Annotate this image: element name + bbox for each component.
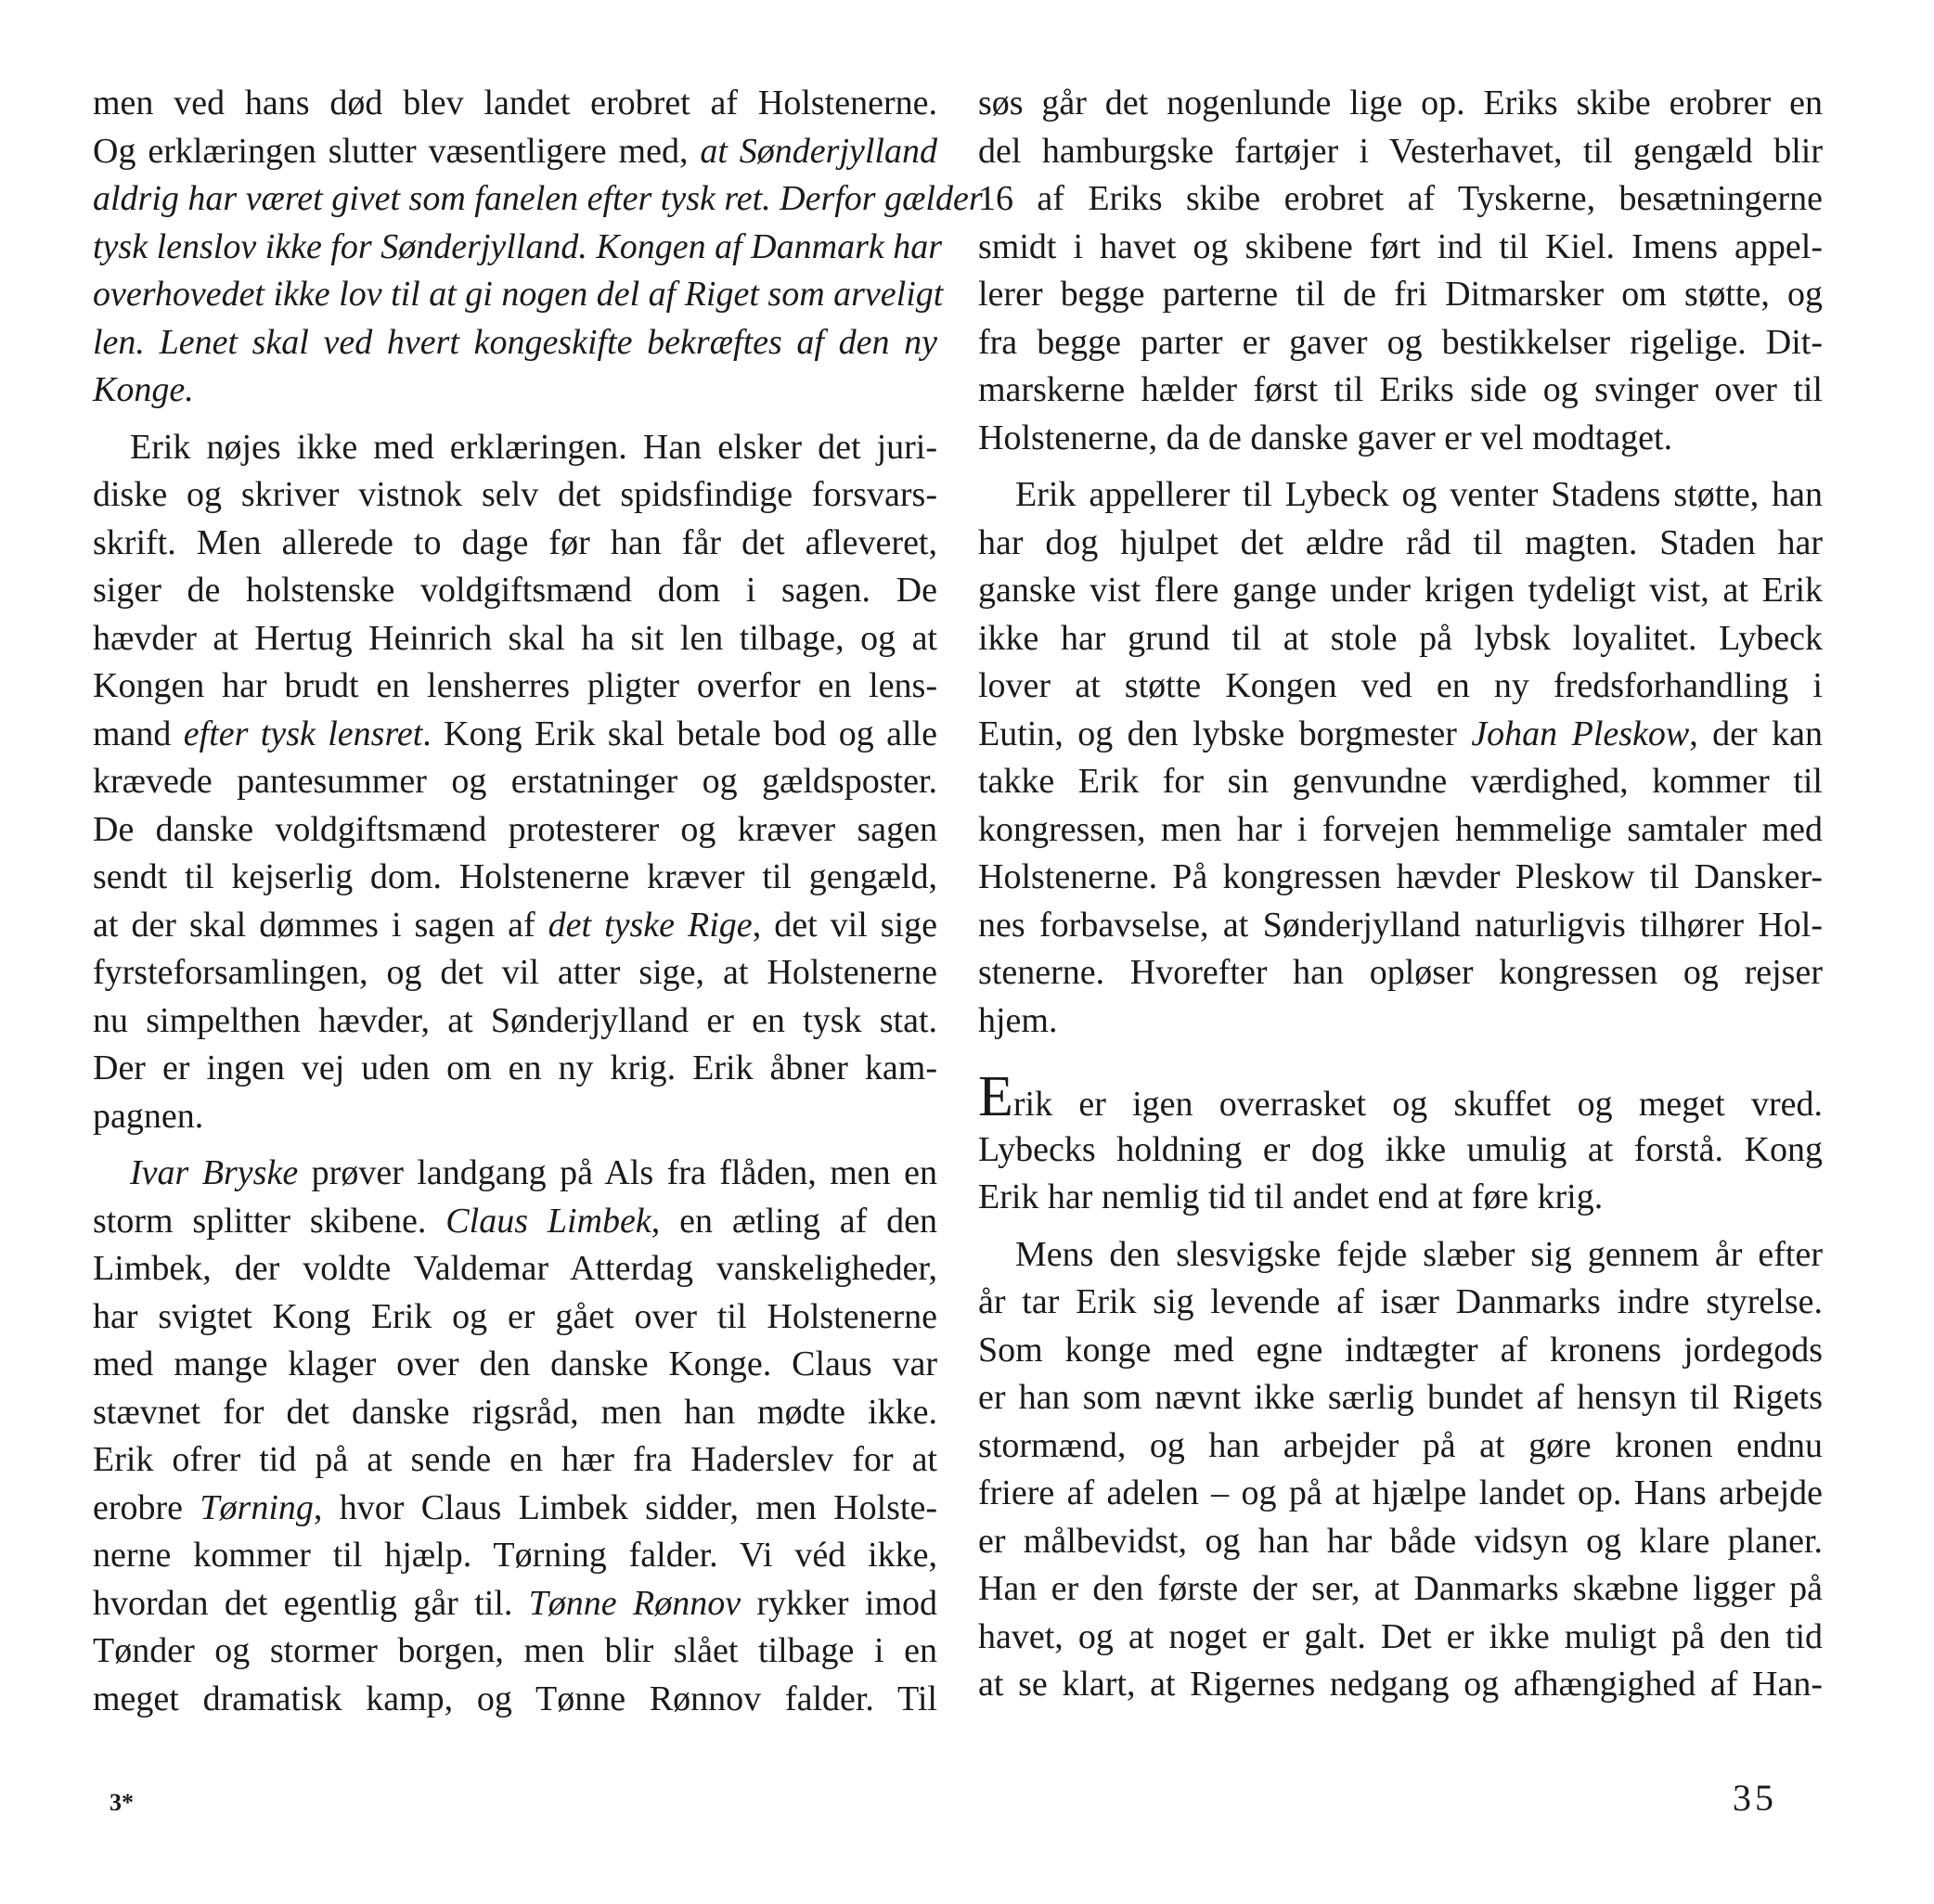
roman-text: , en ætling af den xyxy=(651,1201,937,1241)
text-line xyxy=(93,80,937,128)
text-line xyxy=(978,567,1823,615)
roman-text: at der skal dømmes i sagen af xyxy=(93,905,548,945)
roman-text: . Kong Erik skal betale bod og alle xyxy=(422,714,937,753)
text-line xyxy=(93,1532,937,1580)
roman-text: stormænd, og han arbejder på at gøre kronen endnu xyxy=(978,1425,1823,1465)
roman-text: men ved hans død blev landet erobret af Holstenerne. xyxy=(93,84,937,122)
text-line xyxy=(93,711,937,759)
roman-text: Holstenerne, da de danske gaver er vel modtaget. xyxy=(978,418,1673,457)
roman-text: diske og skriver vistnok selv det spidsfindige forsvars- xyxy=(93,475,937,514)
text-line xyxy=(93,1485,937,1533)
text-line xyxy=(978,415,1823,463)
roman-text: stævnet for det danske rigsråd, men han mødte ikke. xyxy=(93,1392,937,1432)
roman-text: Erik har nemlig tid til andet end at føre krig. xyxy=(978,1177,1604,1216)
roman-text: hvordan det egentlig går til. xyxy=(93,1583,529,1623)
text-line xyxy=(93,949,937,997)
roman-text: Mens den slesvigske fejde slæber sig gennem år efter xyxy=(1015,1234,1823,1274)
roman-text: nerne kommer til hjælp. Tørning falder. Vi véd ikke, xyxy=(93,1536,937,1575)
text-line xyxy=(978,711,1823,759)
roman-text: rik er igen overrasket og skuffet og meget vred. xyxy=(1012,1085,1823,1124)
roman-text: at se klart, at Rigernes nedgang og afhængighed af Han- xyxy=(978,1665,1823,1704)
roman-text: Limbek, der voldte Valdemar Atterdag vanskeligheder, xyxy=(93,1249,937,1288)
roman-text: del hamburgske fartøjer i Vesterhavet, til gengæld blir xyxy=(978,131,1823,171)
italic-text: at Sønderjylland xyxy=(700,131,937,171)
text-line xyxy=(93,567,937,615)
roman-text: er han som nævnt ikke særlig bundet af hensyn til Rigets xyxy=(978,1378,1823,1417)
roman-text: , det vil sige xyxy=(752,905,937,945)
italic-text: overhovedet ikke lov til at gi nogen del af Riget som arveligt xyxy=(93,275,944,314)
roman-text: har svigtet Kong Erik og er gået over til Holstenerne xyxy=(93,1296,937,1336)
text-line xyxy=(978,997,1823,1046)
text-line xyxy=(93,1093,937,1141)
text-line xyxy=(93,1389,937,1437)
roman-text: prøver landgang på Als fra flåden, men en xyxy=(298,1153,937,1192)
text-line xyxy=(978,175,1823,224)
text-line xyxy=(93,224,943,272)
italic-text: aldrig har været givet som fanelen efter tysk ret. Derfor gælder xyxy=(93,179,983,218)
italic-text: Tønne Rønnov xyxy=(528,1583,741,1623)
text-line xyxy=(978,902,1823,950)
roman-text: Som konge med egne indtægter af kronens jordegods xyxy=(978,1330,1823,1370)
roman-text: krævede pantesummer og erstatninger og gældsposter. xyxy=(93,762,937,801)
text-line xyxy=(93,1150,937,1198)
roman-text: Der er ingen vej uden om en ny krig. Erik åbner kam- xyxy=(93,1048,937,1087)
roman-text: Erik ofrer tid på at sende en hær fra Haderslev for at xyxy=(93,1440,937,1479)
roman-text: Erik nøjes ikke med erklæringen. Han elsker det juri- xyxy=(130,427,937,467)
italic-text: Tørning xyxy=(200,1487,314,1527)
roman-text: Tønder og stormer borgen, men blir slået tilbage i en xyxy=(93,1631,937,1670)
roman-text: hævder at Hertug Heinrich skal ha sit len tilbage, og at xyxy=(93,618,937,658)
text-line xyxy=(978,367,1823,415)
roman-text: meget dramatisk kamp, og Tønne Rønnov falder. Til xyxy=(93,1679,937,1718)
italic-text: tysk lenslov ikke for Sønderjylland. Kongen af Danmark har xyxy=(93,226,943,266)
roman-text: Holstenerne. På kongressen hævder Pleskow til Dansker- xyxy=(978,857,1823,896)
signature-mark: 3* xyxy=(110,1789,134,1816)
text-line xyxy=(93,1676,937,1724)
text-line xyxy=(978,949,1823,997)
roman-text: Lybecks holdning er dog ikke umulig at forstå. Kong xyxy=(978,1129,1823,1169)
roman-text: stenerne. Hvorefter han opløser kongressen og rejser xyxy=(978,953,1823,992)
text-line xyxy=(978,1422,1823,1471)
text-line xyxy=(978,1327,1823,1375)
text-line xyxy=(978,80,1823,128)
text-line xyxy=(978,319,1823,367)
roman-text: skrift. Men allerede to dage før han får det afleveret, xyxy=(93,522,937,562)
roman-text: Kongen har brudt en lensherres pligter overfor en lens- xyxy=(93,666,937,705)
text-line xyxy=(93,319,937,367)
drop-cap: E xyxy=(978,1065,1013,1128)
roman-text: fra begge parter er gaver og bestikkelser rigelige. Dit- xyxy=(978,322,1823,362)
text-line xyxy=(978,1614,1823,1662)
text-line xyxy=(93,997,937,1046)
roman-text: Eutin, og den lybske borgmester xyxy=(978,714,1472,753)
text-line xyxy=(978,615,1823,663)
italic-text: Konge. xyxy=(93,370,194,409)
roman-text: Erik appellerer til Lybeck og venter Stadens støtte, han xyxy=(1015,475,1823,514)
roman-text: har dog hjulpet det ældre råd til magten. Staden har xyxy=(978,522,1823,562)
text-line xyxy=(93,1245,937,1293)
roman-text: sendt til kejserlig dom. Holstenerne kræver til gengæld, xyxy=(93,857,937,896)
roman-text: er målbevidst, og han har både vidsyn og klare planer. xyxy=(978,1521,1823,1561)
roman-text: nes forbavselse, at Sønderjylland naturligvis tilhører Hol- xyxy=(978,905,1823,945)
roman-text: takke Erik for sin genvundne værdighed, kommer til xyxy=(978,762,1823,801)
text-line xyxy=(978,1126,1823,1175)
text-line xyxy=(93,1045,937,1093)
text-line xyxy=(978,663,1823,711)
italic-text: Johan Pleskow xyxy=(1471,714,1690,753)
text-line xyxy=(978,520,1823,568)
text-line xyxy=(93,1436,937,1485)
roman-text: erobre xyxy=(93,1487,200,1527)
text-line xyxy=(93,520,937,568)
roman-text: med mange klager over den danske Konge. Claus var xyxy=(93,1344,937,1383)
roman-text: , hvor Claus Limbek sidder, men Holste- xyxy=(313,1487,937,1527)
left-column xyxy=(93,80,983,1723)
text-line xyxy=(93,854,937,902)
roman-text: lover at støtte Kongen ved en ny fredsforhandling i xyxy=(978,666,1823,705)
italic-text: Claus Limbek xyxy=(445,1201,651,1241)
text-line xyxy=(93,615,937,663)
text-line xyxy=(978,471,1823,520)
roman-text: havet, og at noget er galt. Det er ikke muligt på den tid xyxy=(978,1616,1823,1656)
text-line xyxy=(978,1518,1823,1566)
italic-text: det tyske Rige xyxy=(548,905,753,945)
text-line xyxy=(93,902,937,950)
text-line xyxy=(978,271,1823,319)
roman-text: nu simpelthen hævder, at Sønderjylland er en tysk stat. xyxy=(93,1000,937,1040)
text-line xyxy=(93,1198,937,1246)
roman-text: storm splitter skibene. xyxy=(93,1201,446,1241)
roman-text: smidt i havet og skibene ført ind til Kiel. Imens appel- xyxy=(978,226,1823,266)
roman-text: Og erklæringen slutter væsentligere med, xyxy=(93,131,701,171)
text-line xyxy=(93,758,937,806)
text-line xyxy=(978,1565,1823,1614)
text-line xyxy=(93,175,983,224)
text-line xyxy=(978,1065,1823,1128)
text-line xyxy=(978,128,1823,176)
roman-text: Han er den første der ser, at Danmarks skæbne ligger på xyxy=(978,1569,1823,1608)
italic-text: efter tysk lensret xyxy=(183,714,423,753)
page-number: 35 xyxy=(1733,1777,1777,1819)
text-line xyxy=(93,367,937,415)
roman-text: rykker imod xyxy=(741,1583,937,1623)
roman-text: friere af adelen – og på at hjælpe landet op. Hans arbejde xyxy=(978,1473,1823,1512)
roman-text: pagnen. xyxy=(93,1096,204,1136)
text-line xyxy=(978,1470,1823,1518)
text-line xyxy=(93,1627,937,1676)
roman-text: hjem. xyxy=(978,1000,1058,1040)
text-line xyxy=(978,758,1823,806)
roman-text: De danske voldgiftsmænd protesterer og kræver sagen xyxy=(93,809,937,849)
text-line xyxy=(978,1374,1823,1422)
italic-text: Ivar Bryske xyxy=(130,1153,299,1192)
text-line xyxy=(93,471,937,520)
text-line xyxy=(978,224,1823,272)
right-column xyxy=(978,80,1823,1709)
roman-text: lerer begge parterne til de fri Ditmarsker om støtte, og xyxy=(978,275,1823,314)
roman-text: kongressen, men har i forvejen hemmelige samtaler med xyxy=(978,809,1823,849)
roman-text: søs går det nogenlunde lige op. Eriks skibe erobrer en xyxy=(978,84,1823,122)
roman-text: , der kan xyxy=(1689,714,1823,753)
roman-text: 16 af Eriks skibe erobret af Tyskerne, besætningerne xyxy=(978,179,1823,218)
roman-text: marskerne hælder først til Eriks side og svinger over til xyxy=(978,370,1823,409)
text-line xyxy=(93,271,944,319)
roman-text: siger de holstenske voldgiftsmænd dom i sagen. De xyxy=(93,571,937,610)
roman-text: fyrsteforsamlingen, og det vil atter sige, at Holstenerne xyxy=(93,953,937,992)
italic-text: len. Lenet skal ved hvert kongeskifte bekræftes af den ny xyxy=(93,322,937,362)
text-line xyxy=(978,1661,1823,1709)
text-line xyxy=(978,1231,1823,1280)
text-line xyxy=(93,1293,937,1342)
roman-text: år tar Erik sig levende af især Danmarks indre styrelse. xyxy=(978,1282,1823,1321)
text-line xyxy=(93,424,937,472)
roman-text: ganske vist flere gange under krigen tydeligt vist, at Erik xyxy=(978,571,1823,610)
text-line xyxy=(978,854,1823,902)
roman-text: ikke har grund til at stole på lybsk loyalitet. Lybeck xyxy=(978,618,1823,658)
text-line xyxy=(978,1279,1823,1327)
text-line xyxy=(93,1341,937,1389)
text-line xyxy=(93,1580,937,1628)
text-line xyxy=(978,1174,1823,1222)
text-line xyxy=(93,128,937,176)
roman-text: mand xyxy=(93,714,184,753)
text-line xyxy=(93,806,937,855)
text-line xyxy=(93,663,937,711)
text-line xyxy=(978,806,1823,855)
